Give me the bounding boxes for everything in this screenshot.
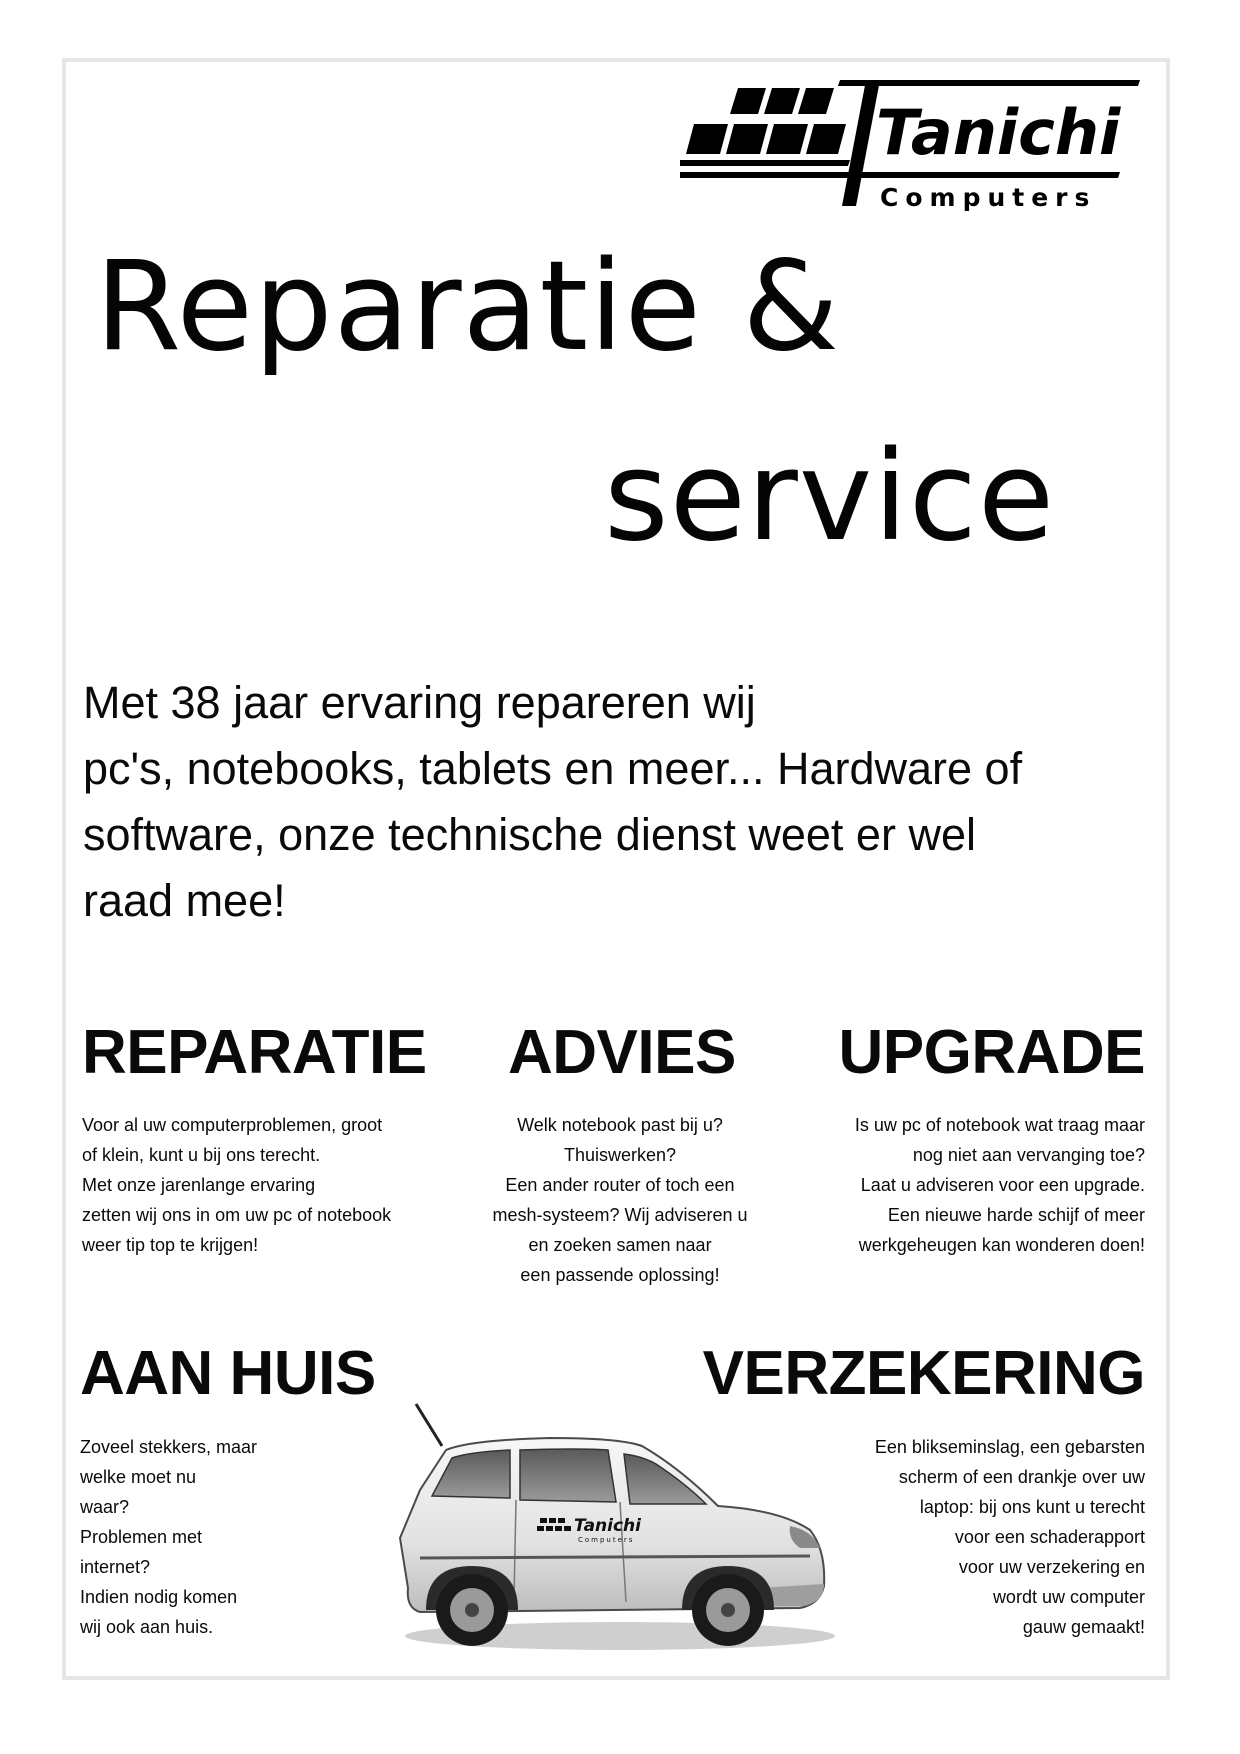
body-line: een passende oplossing! bbox=[520, 1265, 720, 1285]
body-line: Laat u adviseren voor een upgrade. bbox=[860, 1175, 1145, 1195]
body-line: werkgeheugen kan wonderen doen! bbox=[858, 1235, 1145, 1255]
car-decal-subtitle: Computers bbox=[578, 1536, 635, 1544]
body-line: Een ander router of toch een bbox=[505, 1175, 735, 1195]
section-body-advies bbox=[470, 1110, 770, 1290]
intro-paragraph bbox=[83, 670, 1143, 934]
logo-subtitle: Computers bbox=[880, 183, 1097, 212]
body-line: waar? bbox=[80, 1497, 130, 1517]
section-body-verzekering bbox=[875, 1432, 1145, 1642]
section-body-aan-huis bbox=[80, 1432, 257, 1642]
section-body-reparatie bbox=[82, 1110, 391, 1260]
body-line: mesh-systeem? Wij adviseren u bbox=[492, 1205, 748, 1225]
body-line: internet? bbox=[80, 1557, 151, 1577]
logo-name: Tanichi bbox=[876, 96, 1121, 169]
body-line: zetten wij ons in om uw pc of notebook bbox=[82, 1205, 392, 1225]
body-line: nog niet aan vervanging toe? bbox=[912, 1145, 1145, 1165]
intro-line: Met 38 jaar ervaring repareren wij bbox=[83, 677, 756, 728]
section-body-upgrade bbox=[855, 1110, 1145, 1260]
body-line: Een nieuwe harde schijf of meer bbox=[887, 1205, 1145, 1225]
body-line: Problemen met bbox=[80, 1527, 203, 1547]
body-line: Is uw pc of notebook wat traag maar bbox=[854, 1115, 1145, 1135]
body-line: en zoeken samen naar bbox=[528, 1235, 712, 1255]
body-line: Met onze jarenlange ervaring bbox=[82, 1175, 316, 1195]
body-line: voor uw verzekering en bbox=[958, 1557, 1145, 1577]
body-line: laptop: bij ons kunt u terecht bbox=[919, 1497, 1145, 1517]
headline-line-1: Reparatie & bbox=[95, 235, 841, 379]
body-line: weer tip top te krijgen! bbox=[82, 1235, 259, 1255]
body-line: Welk notebook past bij u? bbox=[517, 1115, 723, 1135]
service-car-icon bbox=[380, 1398, 850, 1660]
body-line: welke moet nu bbox=[80, 1467, 197, 1487]
body-line: voor een schaderapport bbox=[954, 1527, 1145, 1547]
body-line: Thuiswerken? bbox=[563, 1145, 677, 1165]
car-decal-name: Tanichi bbox=[574, 1516, 641, 1536]
front-wheel-icon bbox=[692, 1574, 764, 1646]
intro-line: software, onze technische dienst weet er wel bbox=[83, 809, 976, 860]
headline-line-2: service bbox=[604, 425, 1056, 569]
body-line: Een blikseminslag, een gebarsten bbox=[874, 1437, 1145, 1457]
section-title-reparatie: REPARATIE bbox=[82, 1018, 427, 1087]
section-title-upgrade: UPGRADE bbox=[838, 1018, 1145, 1087]
body-line: of klein, kunt u bij ons terecht. bbox=[82, 1145, 321, 1165]
body-line: wordt uw computer bbox=[992, 1587, 1145, 1607]
body-line: gauw gemaakt! bbox=[1022, 1617, 1145, 1637]
intro-line: pc's, notebooks, tablets en meer... Hardware of bbox=[83, 743, 1023, 794]
rear-wheel-icon bbox=[436, 1574, 508, 1646]
section-title-advies: ADVIES bbox=[508, 1018, 736, 1087]
body-line: Voor al uw computerproblemen, groot bbox=[82, 1115, 383, 1135]
intro-line: raad mee! bbox=[83, 875, 286, 926]
body-line: Indien nodig komen bbox=[80, 1587, 238, 1607]
section-title-aan-huis: AAN HUIS bbox=[80, 1339, 376, 1408]
body-line: scherm of een drankje over uw bbox=[898, 1467, 1145, 1487]
section-title-verzekering: VERZEKERING bbox=[702, 1339, 1145, 1408]
body-line: Zoveel stekkers, maar bbox=[80, 1437, 258, 1457]
body-line: wij ook aan huis. bbox=[80, 1617, 214, 1637]
tanichi-logo bbox=[680, 80, 1170, 220]
